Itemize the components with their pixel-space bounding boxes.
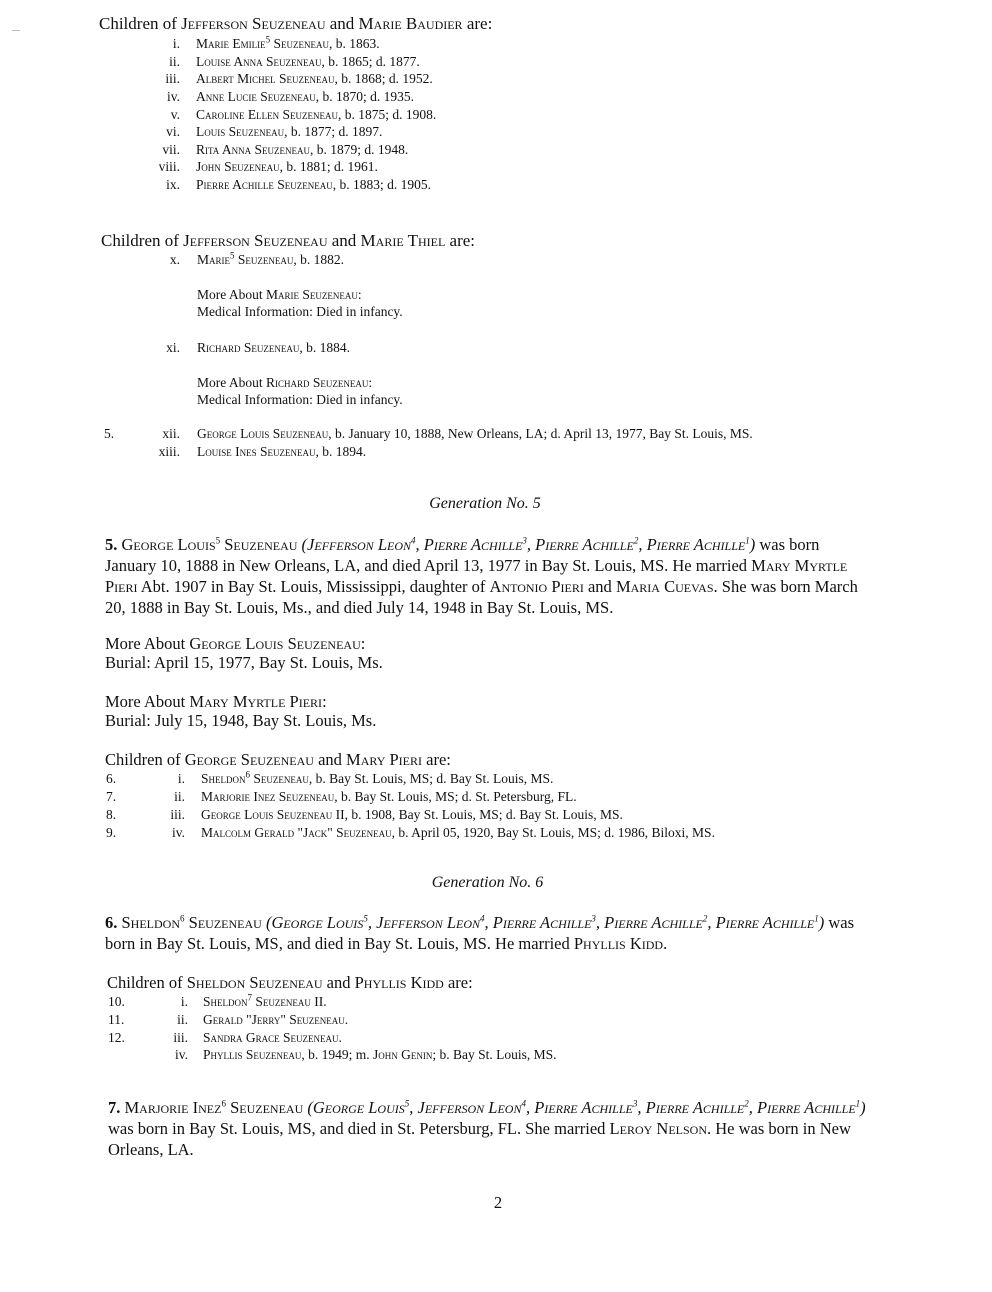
person-paragraph: 5. George Louis$^5$ Seuzeneau (Jefferson Leon$^4$, Pierre Achille$^3$, Pierre Achille$^2$, Pierre Achille$^1$) was born January 10, 1888 in New Orleans, LA, and died April 13, 1977 in Bay St. Louis, MS. He married Mary Myrtle Pieri Abt. 1907 in Bay St. Louis, Mississippi, daughter of Antonio Pieri and Maria Cuevas. She was born March 20, 1888 in Bay St. Louis, Ms., and died July 14, 1948 in Bay St. Louis, MS. xyxy=(105,535,858,617)
generation-marker: 3 xyxy=(591,913,596,924)
spouse-father-name: Antonio Pieri xyxy=(489,577,584,596)
child-surname: Seuzeneau xyxy=(250,771,309,786)
child-details: , b. 1894. xyxy=(315,444,367,459)
child-name: Marjorie Inez Seuzeneau xyxy=(201,789,335,804)
person-paragraph: 7. Marjorie Inez$^6$ Seuzeneau (George Louis$^5$, Jefferson Leon$^4$, Pierre Achille$^3$, Pierre Achille$^2$, Pierre Achille$^1$) was born in Bay St. Louis, MS, and died in St. Petersburg, FL. She married Leroy Nelson. He was born in New Orleans, LA. xyxy=(108,1098,866,1159)
child-details: , b. 1883; d. 1905. xyxy=(332,177,432,192)
child-name: Sheldon xyxy=(201,771,246,786)
person-reference-number: 7. xyxy=(108,1098,121,1117)
child-reference-number: 6. xyxy=(106,771,117,786)
child-details: . xyxy=(323,994,327,1009)
lineage-close: ) xyxy=(818,913,825,932)
person-surname: Seuzeneau xyxy=(225,1098,304,1117)
child-name: Caroline Ellen Seuzeneau xyxy=(196,107,338,122)
generation-marker: 5 xyxy=(265,34,271,45)
generation-marker: 2 xyxy=(702,913,708,924)
child-number: iv. xyxy=(172,825,185,840)
more-about-name: Richard Seuzeneau xyxy=(266,375,369,390)
generation-marker: 6 xyxy=(180,913,185,924)
child-number: v. xyxy=(170,107,180,122)
child-name: Anne Lucie Seuzeneau xyxy=(196,89,316,104)
generation-marker: 1 xyxy=(814,913,819,924)
child-number: iv. xyxy=(175,1047,188,1062)
child-surname: Seuzeneau xyxy=(270,36,329,51)
ancestor-name: Pierre Achille xyxy=(757,1098,856,1117)
more-about-heading xyxy=(197,375,372,391)
person-paragraph: 6. Sheldon$^6$ Seuzeneau (George Louis$^5$, Jefferson Leon$^4$, Pierre Achille$^3$, Pierre Achille$^2$, Pierre Achille$^1$) was born in Bay St. Louis, MS, and died in Bay St. Louis, MS. He married Phyllis Kidd. xyxy=(105,913,855,953)
generation-marker: 4 xyxy=(521,1098,526,1109)
generation-marker: 4 xyxy=(411,535,416,546)
generation-marker: 3 xyxy=(522,535,527,546)
section2-header xyxy=(101,231,475,251)
lineage-open: ( xyxy=(261,913,272,932)
header-father: George Seuzeneau xyxy=(184,750,314,769)
child-number: i. xyxy=(177,771,185,786)
person-text: . He was born in New Orleans, LA. xyxy=(108,1119,851,1159)
child-details: , b. 1865; d. 1877. xyxy=(321,54,420,69)
child-name: Gerald "Jerry" Seuzeneau xyxy=(203,1012,345,1027)
ancestor-name: Pierre Achille xyxy=(423,535,523,554)
child-reference-number: 8. xyxy=(106,807,117,822)
ancestor-name: George Louis xyxy=(312,1098,405,1117)
person-reference-number: 5. xyxy=(105,535,118,554)
child-details: , b. 1881; d. 1961. xyxy=(279,159,378,174)
generation-marker: 6 xyxy=(245,769,251,780)
ancestor-name: Pierre Achille xyxy=(646,535,746,554)
child-number: vi. xyxy=(166,124,180,139)
header-mother: Mary Pieri xyxy=(346,750,423,769)
child-number: ii. xyxy=(177,1012,188,1027)
more-about-heading xyxy=(197,287,362,303)
header-mother: Marie Baudier xyxy=(358,14,463,33)
child-details: , b. 1877; d. 1897. xyxy=(284,124,383,139)
more-about-name: George Louis Seuzeneau xyxy=(189,634,361,653)
child-number: iii. xyxy=(165,71,180,86)
child-number: ix. xyxy=(166,177,180,192)
header-father: Sheldon Seuzeneau xyxy=(186,973,323,992)
generation-marker: 4 xyxy=(480,913,485,924)
child-number: xiii. xyxy=(158,444,180,459)
child-number: viii. xyxy=(158,159,180,174)
child-name: Louise Ines Seuzeneau xyxy=(197,444,316,459)
child-details: , b. 1949; m. xyxy=(301,1047,374,1062)
header-prefix: Children of xyxy=(105,750,185,769)
child-number: ii. xyxy=(169,54,180,69)
child-reference-number: 5. xyxy=(104,426,115,441)
scan-mark xyxy=(12,30,20,31)
person-surname: Seuzeneau xyxy=(220,535,298,554)
child-name: George Louis Seuzeneau II xyxy=(201,807,345,822)
child-name: Marie xyxy=(197,252,231,267)
generation-marker: 1 xyxy=(745,535,750,546)
generation-marker: 3 xyxy=(632,1098,638,1109)
child-details: , b. Bay St. Louis, MS; d. Bay St. Louis, MS. xyxy=(308,771,554,786)
lineage-close: ) xyxy=(749,535,756,554)
generation-title: Generation No. 5 xyxy=(429,495,541,512)
header-suffix: are: xyxy=(422,750,451,769)
lineage-open: ( xyxy=(303,1098,313,1117)
spouse-name: Leroy Nelson xyxy=(609,1119,707,1138)
more-about-heading xyxy=(105,634,365,654)
child-number: xi. xyxy=(166,340,180,355)
header-father: Jefferson Seuzeneau xyxy=(181,14,326,33)
more-about-name: Mary Myrtle Pieri xyxy=(189,692,323,711)
more-about-label: More About xyxy=(105,634,190,653)
ancestor-name: George Louis xyxy=(271,913,364,932)
ancestor-name: Pierre Achille xyxy=(492,913,592,932)
section1-header xyxy=(99,14,492,34)
medical-information: Medical Information: Died in infancy. xyxy=(197,392,403,407)
child-name: Sandra Grace Seuzeneau xyxy=(203,1030,339,1045)
more-about-label: More About xyxy=(105,692,190,711)
person-surname: Seuzeneau xyxy=(184,913,262,932)
person-text: was born in Bay St. Louis, MS, and died in St. Petersburg, FL. She married xyxy=(108,1119,610,1138)
person-name: George Louis xyxy=(121,535,216,554)
person-text: and xyxy=(583,577,616,596)
header-suffix: are: xyxy=(445,231,476,250)
spouse-name: John Genin xyxy=(373,1047,433,1062)
header-and: and xyxy=(322,973,355,992)
header-and: and xyxy=(327,231,361,250)
ancestor-name: Jefferson Leon xyxy=(376,913,481,932)
child-details: , b. 1884. xyxy=(299,340,351,355)
generation-marker: 2 xyxy=(744,1098,749,1109)
header-mother: Phyllis Kidd xyxy=(354,973,444,992)
ancestor-name: Jefferson Leon xyxy=(307,535,411,554)
header-suffix: are: xyxy=(462,14,493,33)
generation-marker: 5 xyxy=(404,1098,410,1109)
child-number: iv. xyxy=(167,89,180,104)
person-text: Abt. 1907 in Bay St. Louis, Mississippi, daughter of xyxy=(137,577,490,596)
child-details: . xyxy=(338,1030,342,1045)
ancestor-name: Pierre Achille xyxy=(604,913,703,932)
more-about-colon: : xyxy=(357,287,362,302)
ancestor-name: Jefferson Leon xyxy=(417,1098,522,1117)
child-surname: Seuzeneau xyxy=(234,252,294,267)
child-reference-number: 11. xyxy=(108,1012,125,1027)
generation-title: Generation No. 6 xyxy=(431,874,544,891)
child-reference-number: 10. xyxy=(108,994,125,1009)
child-name: Richard Seuzeneau xyxy=(197,340,300,355)
header-suffix: are: xyxy=(443,973,473,992)
generation-marker: 6 xyxy=(221,1098,226,1109)
ancestor-name: Pierre Achille xyxy=(535,535,634,554)
generation-marker: 5 xyxy=(230,250,235,261)
header-mother: Marie Thiel xyxy=(360,231,446,250)
page-number: 2 xyxy=(493,1193,503,1212)
header-prefix: Children of xyxy=(99,14,182,33)
child-name: John Seuzeneau xyxy=(196,159,280,174)
more-about-heading xyxy=(105,692,327,712)
child-name: Rita Anna Seuzeneau xyxy=(196,142,311,157)
children-header xyxy=(105,750,451,770)
person-reference-number: 6. xyxy=(105,913,118,932)
header-prefix: Children of xyxy=(107,973,187,992)
child-surname: Seuzeneau II xyxy=(252,994,324,1009)
child-details: . xyxy=(344,1012,349,1027)
person-text: . xyxy=(663,934,668,953)
child-number: ii. xyxy=(174,789,185,804)
child-name: Sheldon xyxy=(203,994,248,1009)
ancestor-name: Pierre Achille xyxy=(645,1098,745,1117)
child-details: , b. Bay St. Louis, MS; d. St. Petersburg, FL. xyxy=(334,789,577,804)
child-name: Pierre Achille Seuzeneau xyxy=(196,177,333,192)
child-details: , b. 1863. xyxy=(329,36,380,51)
generation-marker: 2 xyxy=(633,535,639,546)
header-father: Jefferson Seuzeneau xyxy=(183,231,328,250)
more-about-colon: : xyxy=(368,375,373,390)
child-name: Albert Michel Seuzeneau xyxy=(196,71,335,86)
burial-information: Burial: April 15, 1977, Bay St. Louis, Ms. xyxy=(105,653,383,672)
child-details: , b. January 10, 1888, New Orleans, LA; d. April 13, 1977, Bay St. Louis, MS. xyxy=(328,426,753,441)
child-number: x. xyxy=(169,252,180,267)
person-text: . She was born March 20, 1888 in Bay St. Louis, Ms., and died July 14, 1948 in Bay St. Louis, MS. xyxy=(105,577,858,617)
child-number: iii. xyxy=(173,1030,188,1045)
generation-marker: 5 xyxy=(215,535,221,546)
more-about-colon: : xyxy=(360,634,366,653)
generation-marker: 7 xyxy=(247,992,253,1003)
child-details: , b. April 05, 1920, Bay St. Louis, MS; d. 1986, Biloxi, MS. xyxy=(391,825,715,840)
child-details: , b. 1908, Bay St. Louis, MS; d. Bay St. Louis, MS. xyxy=(344,807,623,822)
child-number: iii. xyxy=(170,807,185,822)
generation-marker: 5 xyxy=(363,913,368,924)
person-text: was born in Bay St. Louis, MS, and died in Bay St. Louis, MS. He married xyxy=(105,913,855,953)
header-and: and xyxy=(325,14,359,33)
header-and: and xyxy=(313,750,347,769)
child-name: Louis Seuzeneau xyxy=(196,124,285,139)
child-number: i. xyxy=(180,994,188,1009)
child-details: , b. 1875; d. 1908. xyxy=(337,107,437,122)
children-header xyxy=(107,973,473,993)
child-name: George Louis Seuzeneau xyxy=(197,426,329,441)
child-details: , b. 1870; d. 1935. xyxy=(315,89,415,104)
child-name: Marie Emilie xyxy=(196,36,266,51)
child-reference-number: 7. xyxy=(106,789,117,804)
lineage-close: ) xyxy=(860,1098,866,1117)
more-about-label: More About xyxy=(197,375,266,390)
ancestor-name: Pierre Achille xyxy=(534,1098,633,1117)
person-text: was born January 10, 1888 in New Orleans, LA, and died April 13, 1977 in Bay St. Louis, MS. He married xyxy=(105,535,820,575)
child-details: , b. 1868; d. 1952. xyxy=(334,71,433,86)
more-about-name: Marie Seuzeneau xyxy=(266,287,358,302)
child-details: ; b. Bay St. Louis, MS. xyxy=(432,1047,557,1062)
child-number: vii. xyxy=(162,142,180,157)
child-details: , b. 1882. xyxy=(293,252,345,267)
lineage-open: ( xyxy=(297,535,308,554)
child-name: Malcolm Gerald "Jack" Seuzeneau xyxy=(201,825,392,840)
child-name: Louise Anna Seuzeneau xyxy=(196,54,322,69)
child-reference-number: 9. xyxy=(106,825,117,840)
child-reference-number: 12. xyxy=(108,1030,125,1045)
child-number: xii. xyxy=(162,426,180,441)
burial-information: Burial: July 15, 1948, Bay St. Louis, Ms. xyxy=(105,711,377,730)
child-number: i. xyxy=(172,36,180,51)
spouse-name: Mary Myrtle Pieri xyxy=(105,556,848,596)
ancestor-name: Pierre Achille xyxy=(715,913,815,932)
more-about-label: More About xyxy=(197,287,266,302)
medical-information: Medical Information: Died in infancy. xyxy=(197,304,403,319)
spouse-mother-name: Maria Cuevas xyxy=(615,577,714,596)
child-details: , b. 1879; d. 1948. xyxy=(310,142,409,157)
person-name: Sheldon xyxy=(121,913,181,932)
header-prefix: Children of xyxy=(101,231,184,250)
child-name: Phyllis Seuzeneau xyxy=(203,1047,302,1062)
person-name: Marjorie Inez xyxy=(124,1098,222,1117)
more-about-colon: : xyxy=(322,692,327,711)
generation-marker: 1 xyxy=(855,1098,861,1109)
spouse-name: Phyllis Kidd xyxy=(573,934,664,953)
